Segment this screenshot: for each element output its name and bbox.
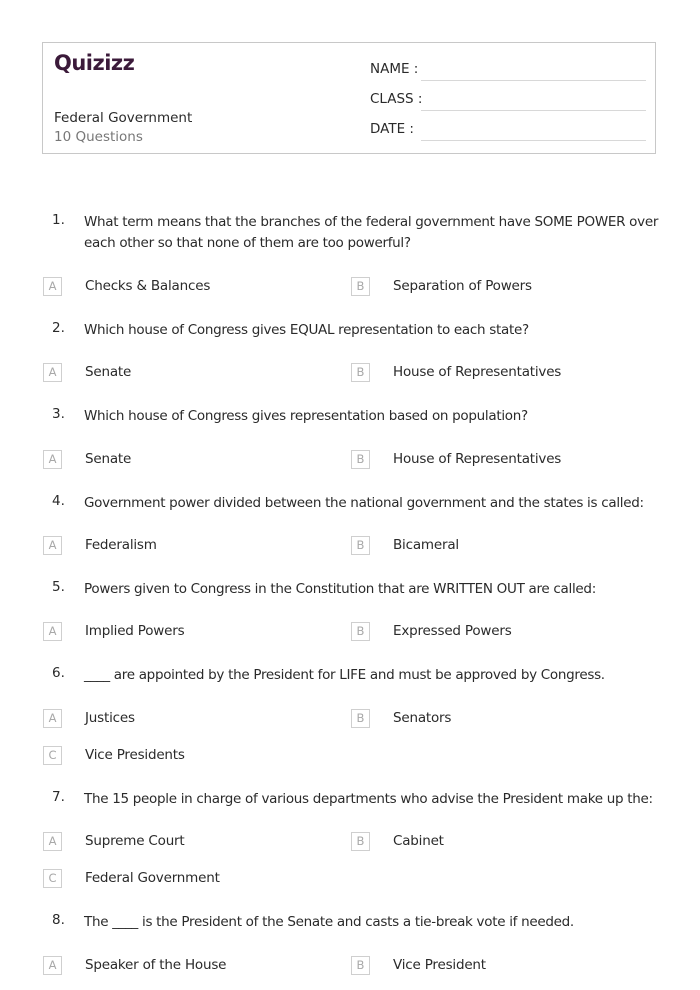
option-text: Supreme Court (85, 833, 185, 849)
date-label: DATE : (370, 121, 414, 137)
option-letter-box: B (351, 832, 370, 851)
option-letter-box: B (351, 450, 370, 469)
option-letter-box: B (351, 956, 370, 975)
option-text: Justices (85, 710, 135, 726)
question-text: What term means that the branches of the federal government have SOME POWER over each other so that none of them are too powerful? (84, 214, 659, 251)
worksheet-header (42, 42, 656, 154)
class-label: CLASS : (370, 91, 423, 107)
option-text: Senate (85, 364, 132, 380)
option-letter-box: A (43, 363, 62, 382)
option-text: Federalism (85, 537, 157, 553)
option-text: Speaker of the House (85, 957, 227, 973)
question-text: Government power divided between the national government and the states is called: (84, 495, 644, 511)
option-text: House of Representatives (393, 451, 562, 467)
date-field[interactable] (370, 121, 646, 141)
option-letter-box: B (351, 277, 370, 296)
option-letter-box: A (43, 956, 62, 975)
question-number: 1. (52, 212, 65, 228)
option-letter-box: A (43, 832, 62, 851)
name-line (421, 80, 646, 81)
option-letter-box: A (43, 536, 62, 555)
worksheet-title: Federal Government (54, 110, 193, 126)
option-text: Senate (85, 451, 132, 467)
question-count: 10 Questions (54, 129, 143, 145)
question-text: Which house of Congress gives EQUAL representation to each state? (84, 322, 529, 338)
option-text: Expressed Powers (393, 623, 512, 639)
quizizz-logo: Quizizz (54, 51, 135, 75)
option-text: Bicameral (393, 537, 459, 553)
option-letter-box: B (351, 536, 370, 555)
option-text: House of Representatives (393, 364, 562, 380)
name-label: NAME : (370, 61, 419, 77)
question-number: 8. (52, 912, 65, 928)
option-letter-box: A (43, 709, 62, 728)
option-letter-box: B (351, 709, 370, 728)
question-text: ____ are appointed by the President for LIFE and must be approved by Congress. (84, 667, 605, 683)
option-text: Checks & Balances (85, 278, 211, 294)
name-field[interactable] (370, 61, 646, 81)
date-line (421, 140, 646, 141)
option-text: Separation of Powers (393, 278, 532, 294)
question-number: 4. (52, 493, 65, 509)
option-letter-box: A (43, 277, 62, 296)
option-letter-box: B (351, 363, 370, 382)
option-letter-box: B (351, 622, 370, 641)
class-field[interactable] (370, 91, 646, 111)
option-letter-box: A (43, 622, 62, 641)
option-letter-box: C (43, 869, 62, 888)
question-number: 6. (52, 665, 65, 681)
class-line (421, 110, 646, 111)
question-number: 7. (52, 789, 65, 805)
question-text: The ____ is the President of the Senate and casts a tie-break vote if needed. (84, 914, 574, 930)
question-text: The 15 people in charge of various departments who advise the President make up the: (84, 791, 653, 807)
option-text: Senators (393, 710, 452, 726)
question-text: Which house of Congress gives representation based on population? (84, 408, 528, 424)
option-letter-box: A (43, 450, 62, 469)
question-number: 2. (52, 320, 65, 336)
question-text: Powers given to Congress in the Constitution that are WRITTEN OUT are called: (84, 581, 596, 597)
option-text: Federal Government (85, 870, 220, 886)
option-text: Vice Presidents (85, 747, 185, 763)
question-number: 3. (52, 406, 65, 422)
question-number: 5. (52, 579, 65, 595)
option-letter-box: C (43, 746, 62, 765)
option-text: Implied Powers (85, 623, 185, 639)
option-text: Cabinet (393, 833, 444, 849)
option-text: Vice President (393, 957, 486, 973)
